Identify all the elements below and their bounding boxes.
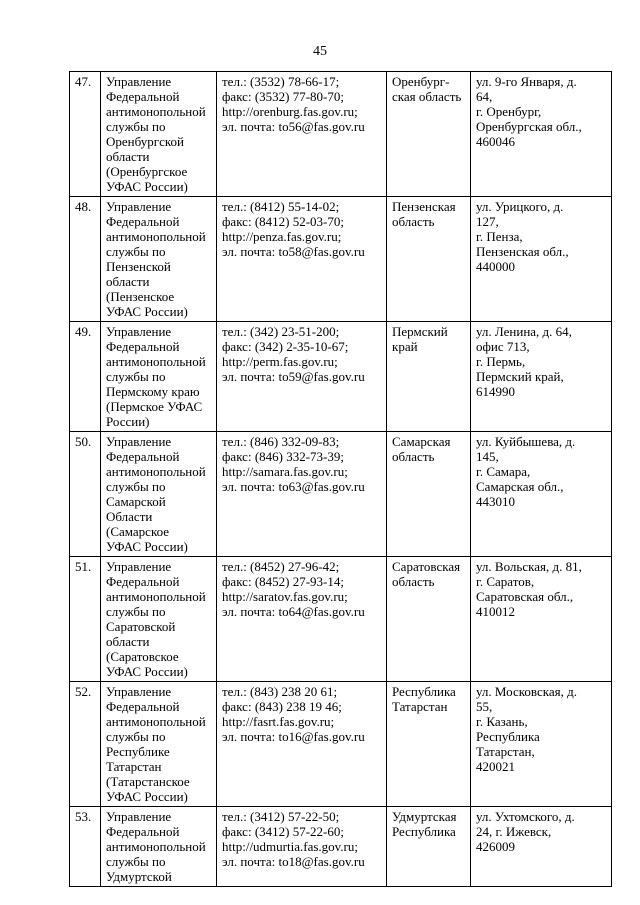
office-name-line: (Пермское УФАС [106,399,203,414]
office-name-line: антимонопольной [106,229,206,244]
office-contacts-line: http://perm.fas.gov.ru; [222,354,338,369]
office-name-line: Федеральной [106,574,180,589]
office-region-line: Удмуртская [392,809,457,824]
office-name-line: Самарской [106,494,166,509]
office-address-cell [471,557,612,682]
page-number: 45 [313,44,327,59]
office-name-line: службы по [106,369,166,384]
office-region-line: Самарская [392,434,451,449]
office-name-line: Области [106,509,153,524]
office-region-line: Республика [392,684,456,699]
office-name-line: Управление [106,434,172,449]
office-name-line: (Оренбургское [106,164,188,179]
office-region-line: Оренбург- [392,74,450,89]
office-name-line: Пензенской [106,259,171,274]
row-number-cell: 48. [70,197,101,322]
office-contacts-cell [217,682,387,807]
office-name-line: Пермскому краю [106,384,200,399]
office-name-line: антимонопольной [106,714,206,729]
office-contacts-line: факс: (846) 332-73-39; [222,449,344,464]
office-name-line: службы по [106,244,166,259]
office-contacts-line: факс: (3412) 57-22-60; [222,824,344,839]
table-row [70,322,612,432]
office-name-line: Саратовской [106,619,176,634]
office-region-line: Татарстан [392,699,448,714]
office-contacts-line: http://saratov.fas.gov.ru; [222,589,348,604]
office-name-line: Управление [106,199,172,214]
office-contacts-line: эл. почта: to18@fas.gov.ru [222,854,365,869]
office-name-line: антимонопольной [106,589,206,604]
office-region-line: Пензенская [392,199,456,214]
office-address-line: ул. Вольская, д. 81, [476,559,582,574]
office-address-line: 460046 [476,134,515,149]
office-contacts-cell [217,557,387,682]
office-contacts-line: тел.: (843) 238 20 61; [222,684,338,699]
office-address-line: 24, г. Ижевск, [476,824,552,839]
office-region-line: Пермский [392,324,448,339]
office-name-cell [101,682,217,807]
office-contacts-cell [217,322,387,432]
office-address-line: 440000 [476,259,515,274]
office-address-line: 55, [476,699,493,714]
office-name-line: Федеральной [106,89,180,104]
office-address-line: 443010 [476,494,515,509]
office-name-line: области [106,149,150,164]
office-address-cell [471,682,612,807]
office-name-line: области [106,274,150,289]
office-name-cell [101,557,217,682]
office-contacts-line: факс: (843) 238 19 46; [222,699,342,714]
office-region-cell [387,72,471,197]
office-contacts-line: эл. почта: to64@fas.gov.ru [222,604,365,619]
office-name-line: антимонопольной [106,354,206,369]
office-contacts-line: эл. почта: to59@fas.gov.ru [222,369,365,384]
office-address-line: 127, [476,214,499,229]
office-address-line: Оренбургская обл., [476,119,582,134]
office-name-cell [101,322,217,432]
office-address-line: ул. Урицкого, д. [476,199,564,214]
office-address-line: ул. Московская, д. [476,684,577,699]
office-name-line: области [106,634,150,649]
office-region-line: край [392,339,418,354]
office-address-line: Пензенская обл., [476,244,569,259]
office-contacts-line: http://samara.fas.gov.ru; [222,464,348,479]
office-region-cell [387,322,471,432]
offices-table-body [70,72,612,887]
office-contacts-line: эл. почта: to58@fas.gov.ru [222,244,365,259]
table-row [70,682,612,807]
office-region-line: ская область [392,89,462,104]
office-region-cell [387,807,471,887]
office-name-line: Управление [106,684,172,699]
office-region-line: Республика [392,824,456,839]
office-contacts-line: тел.: (3412) 57-22-50; [222,809,340,824]
office-name-line: Федеральной [106,339,180,354]
office-name-line: антимонопольной [106,104,206,119]
office-name-line: УФАС России) [106,539,188,554]
office-address-cell [471,197,612,322]
office-address-line: 426009 [476,839,515,854]
office-region-cell [387,682,471,807]
table-row [70,432,612,557]
office-name-line: (Саратовское [106,649,179,664]
office-address-line: 145, [476,449,499,464]
office-name-cell [101,807,217,887]
office-address-line: Саратовская обл., [476,589,574,604]
office-address-line: г. Саратов, [476,574,535,589]
office-name-line: УФАС России) [106,789,188,804]
office-contacts-line: факс: (8412) 52-03-70; [222,214,344,229]
office-address-line: 420021 [476,759,515,774]
office-address-line: г. Оренбург, [476,104,542,119]
office-region-cell [387,557,471,682]
office-contacts-line: http://orenburg.fas.gov.ru; [222,104,358,119]
office-contacts-line: http://penza.fas.gov.ru; [222,229,342,244]
office-contacts-line: эл. почта: to63@fas.gov.ru [222,479,365,494]
office-name-line: службы по [106,854,166,869]
office-region-cell [387,197,471,322]
office-name-line: Федеральной [106,214,180,229]
office-contacts-line: http://udmurtia.fas.gov.ru; [222,839,358,854]
office-contacts-line: тел.: (8452) 27-96-42; [222,559,340,574]
office-address-line: ул. 9-го Января, д. [476,74,577,89]
office-name-line: Федеральной [106,449,180,464]
office-address-line: ул. Ухтомского, д. [476,809,575,824]
office-contacts-line: факс: (8452) 27-93-14; [222,574,344,589]
office-address-line: ул. Куйбышева, д. [476,434,576,449]
office-contacts-line: тел.: (342) 23-51-200; [222,324,340,339]
office-name-line: Управление [106,74,172,89]
office-name-line: антимонопольной [106,839,206,854]
office-name-line: антимонопольной [106,464,206,479]
row-number-cell: 51. [70,557,101,682]
office-address-line: Самарская обл., [476,479,564,494]
row-number-cell: 52. [70,682,101,807]
row-number-cell: 50. [70,432,101,557]
office-name-line: службы по [106,119,166,134]
office-name-line: Татарстан [106,759,162,774]
office-name-cell [101,72,217,197]
office-name-line: службы по [106,479,166,494]
table-row [70,557,612,682]
office-name-line: Управление [106,809,172,824]
office-address-line: Пермский край, [476,369,564,384]
office-contacts-line: эл. почта: to56@fas.gov.ru [222,119,365,134]
office-contacts-line: факс: (342) 2-35-10-67; [222,339,349,354]
office-contacts-cell [217,807,387,887]
office-address-line: г. Казань, [476,714,528,729]
office-name-line: (Пензенское [106,289,175,304]
office-name-line: УФАС России) [106,179,188,194]
office-region-line: область [392,449,435,464]
office-name-line: Республике [106,744,170,759]
office-name-line: (Татарстанское [106,774,190,789]
office-region-line: область [392,574,435,589]
office-address-cell [471,322,612,432]
office-address-cell [471,807,612,887]
office-address-line: офис 713, [476,339,530,354]
office-address-line: г. Самара, [476,464,531,479]
office-name-line: УФАС России) [106,664,188,679]
office-address-line: 64, [476,89,493,104]
office-contacts-cell [217,432,387,557]
office-address-line: Татарстан, [476,744,535,759]
office-region-cell [387,432,471,557]
office-contacts-line: http://fasrt.fas.gov.ru; [222,714,335,729]
office-address-line: ул. Ленина, д. 64, [476,324,572,339]
office-contacts-line: эл. почта: to16@fas.gov.ru [222,729,365,744]
table-row [70,807,612,887]
office-name-line: службы по [106,729,166,744]
office-address-line: г. Пермь, [476,354,526,369]
row-number-cell: 53. [70,807,101,887]
row-number-cell: 49. [70,322,101,432]
office-name-line: Федеральной [106,699,180,714]
office-name-cell [101,432,217,557]
office-name-line: России) [106,414,150,429]
office-contacts-line: тел.: (846) 332-09-83; [222,434,340,449]
office-address-line: Республика [476,729,540,744]
office-name-line: УФАС России) [106,304,188,319]
table-row [70,197,612,322]
office-contacts-cell [217,197,387,322]
office-name-line: Удмуртской [106,869,172,884]
table-row [70,72,612,197]
office-name-line: Управление [106,324,172,339]
row-number-cell: 47. [70,72,101,197]
office-name-line: Федеральной [106,824,180,839]
office-name-line: Управление [106,559,172,574]
office-name-line: (Самарское [106,524,170,539]
office-contacts-line: тел.: (3532) 78-66-17; [222,74,340,89]
office-contacts-line: факс: (3532) 77-80-70; [222,89,344,104]
office-contacts-cell [217,72,387,197]
office-contacts-line: тел.: (8412) 55-14-02; [222,199,340,214]
office-region-line: область [392,214,435,229]
office-address-line: 614990 [476,384,515,399]
office-name-cell [101,197,217,322]
office-region-line: Саратовская [392,559,461,574]
offices-table [69,71,612,887]
office-name-line: службы по [106,604,166,619]
office-address-cell [471,72,612,197]
office-name-line: Оренбургской [106,134,184,149]
office-address-cell [471,432,612,557]
office-address-line: 410012 [476,604,515,619]
office-address-line: г. Пенза, [476,229,523,244]
